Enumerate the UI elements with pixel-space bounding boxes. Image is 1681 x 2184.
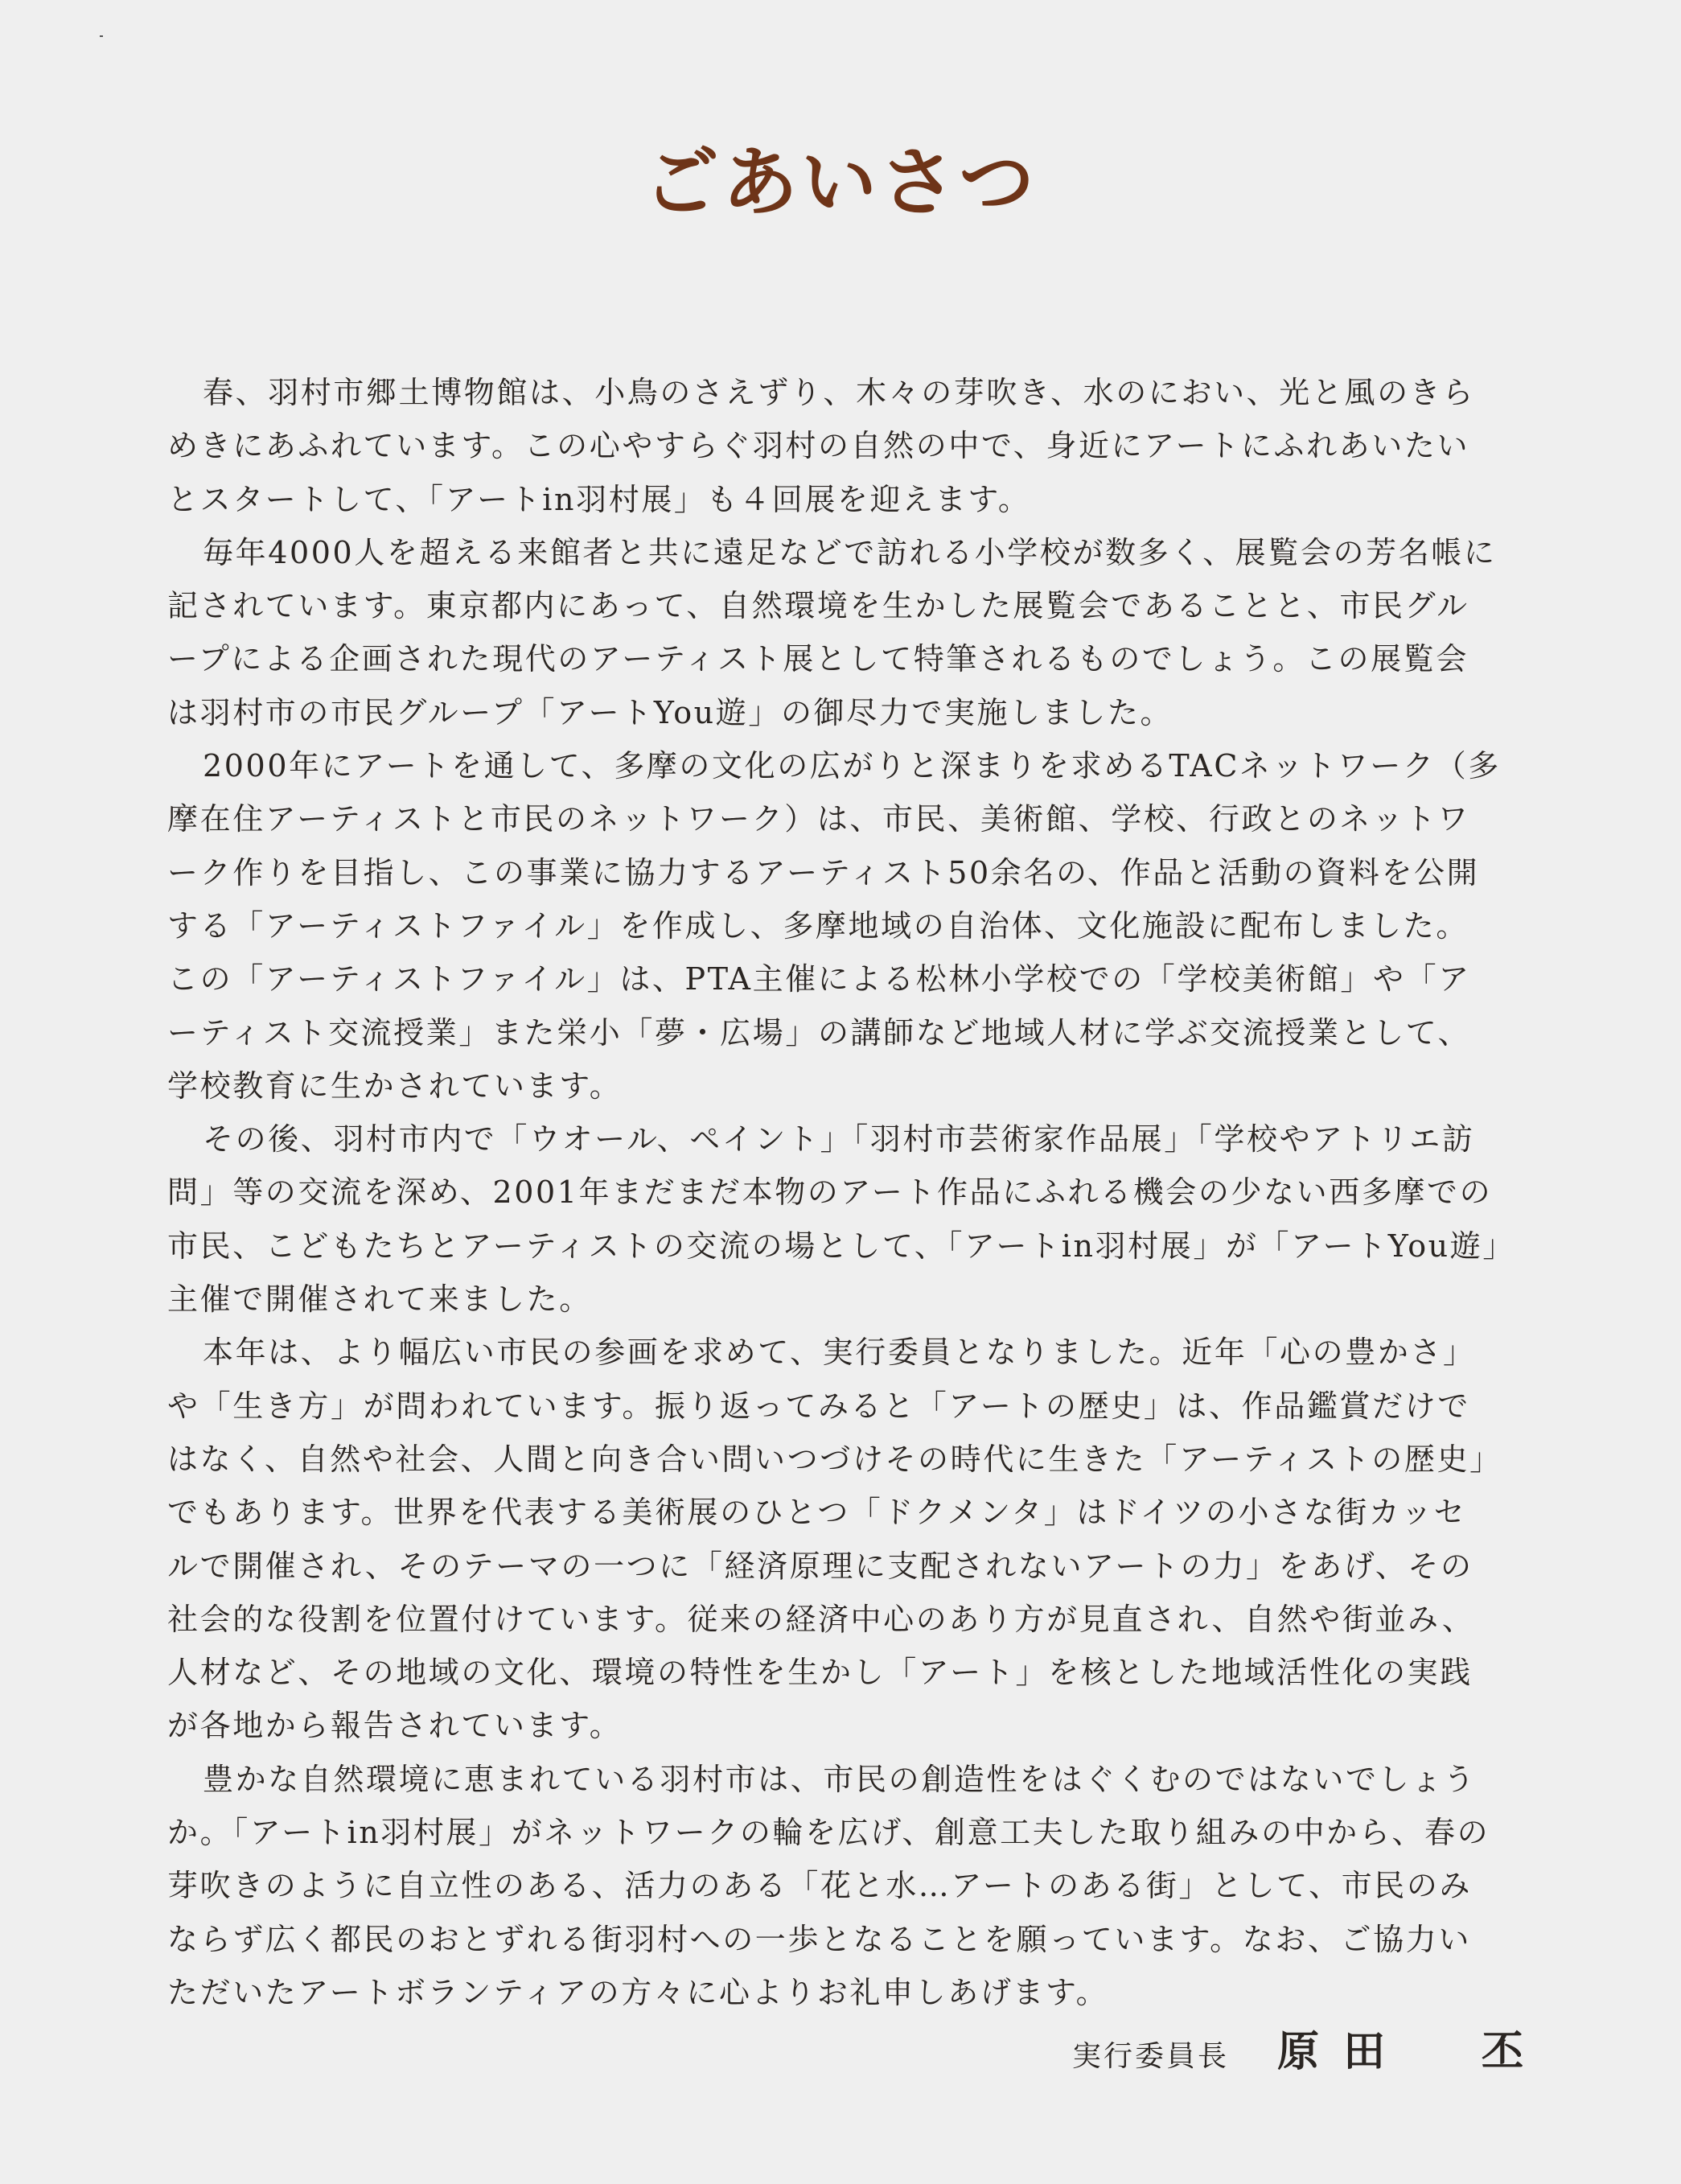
text-line: とスタートして、「アートin羽村展」も４回展を迎えます。 bbox=[167, 481, 1031, 517]
text-line: が各地から報告されています。 bbox=[167, 1708, 623, 1744]
paragraph-3 bbox=[167, 739, 1527, 1113]
scan-speck bbox=[100, 35, 103, 37]
paragraph-6 bbox=[167, 1753, 1527, 2019]
text-line: 記されています。東京都内にあって、自然環境を生かした展覧会であることと、市民グル bbox=[167, 588, 1469, 624]
page-title: ごあいさつ bbox=[643, 138, 1038, 227]
text-line: 摩在住アーティストと市民のネットワーク）は、市民、美術館、学校、行政とのネットワ bbox=[167, 801, 1470, 837]
paragraph-2 bbox=[167, 526, 1527, 739]
paragraph-4 bbox=[167, 1113, 1527, 1326]
text-line: ープによる企画された現代のアーティスト展として特筆されるものでしょう。この展覧会 bbox=[167, 641, 1469, 677]
signature-surname: 原田 bbox=[1276, 2027, 1409, 2076]
text-line: 市民、こどもたちとアーティストの交流の場として、「アートin羽村展」が「アートYou遊」 bbox=[167, 1228, 1515, 1264]
text-line: ただいたアートボランティアの方々に心よりお礼申しあげます。 bbox=[167, 1974, 1109, 2010]
signature-role: 実行委員長 bbox=[1071, 2040, 1229, 2073]
text-line: ーク作りを目指し、この事業に協力するアーティスト50余名の、作品と活動の資料を公開 bbox=[167, 854, 1480, 890]
text-line: 毎年4000人を超える来館者と共に遠足などで訪れる小学校が数多く、展覧会の芳名帳に bbox=[203, 534, 1497, 570]
text-line: 主催で開催されて来ました。 bbox=[167, 1281, 592, 1318]
text-line: か。「アートin羽村展」がネットワークの輪を広げ、創意工夫した取り組みの中から、春の bbox=[167, 1815, 1490, 1851]
text-line: でもあります。世界を代表する美術展のひとつ「ドクメンタ」はドイツの小さな街カッセ bbox=[167, 1495, 1467, 1531]
text-line: 社会的な役割を位置付けています。従来の経済中心のあり方が見直され、自然や街並み、 bbox=[167, 1601, 1475, 1637]
text-line: めきにあふれています。この心やすらぐ羽村の自然の中で、身近にアートにふれあいたい bbox=[167, 428, 1470, 464]
text-line: ならず広く都民のおとずれる街羽村への一歩となることを願っています。なお、ご協力い bbox=[167, 1921, 1471, 1957]
greeting-body bbox=[167, 366, 1527, 2019]
text-line: 人材など、その地域の文化、環境の特性を生かし「アート」を核とした地域活性化の実践 bbox=[167, 1655, 1473, 1691]
text-line: 本年は、より幅広い市民の参画を求めて、実行委員となりました。近年「心の豊かさ」 bbox=[203, 1335, 1476, 1371]
text-line: その後、羽村市内で「ウオール、ペイント」「羽村市芸術家作品展」「学校やアトリエ訪 bbox=[203, 1121, 1475, 1158]
signature-block bbox=[1072, 2017, 1523, 2074]
text-line: 芽吹きのように自立性のある、活力のある「花と水…アートのある街」として、市民のみ bbox=[167, 1868, 1473, 1904]
text-line: や「生き方」が問われています。振り返ってみると「アートの歴史」は、作品鑑賞だけで bbox=[167, 1388, 1470, 1424]
text-line: ーティスト交流授業」また栄小「夢・広場」の講師など地域人材に学ぶ交流授業として、 bbox=[167, 1014, 1471, 1051]
paragraph-5 bbox=[167, 1326, 1527, 1752]
text-line: この「アーティストファイル」は、PTA主催による松林小学校での「学校美術館」や「ア bbox=[167, 961, 1471, 997]
text-line: 春、羽村市郷土博物館は、小鳥のさえずり、木々の芽吹き、水のにおい、光と風のきら bbox=[203, 375, 1475, 410]
paragraph-1 bbox=[167, 366, 1527, 526]
text-line: 問」等の交流を深め、2001年まだまだ本物のアート作品にふれる機会の少ない西多摩での bbox=[167, 1174, 1493, 1211]
text-line: はなく、自然や社会、人間と向き合い問いつづけその時代に生きた「アーティストの歴史」 bbox=[167, 1441, 1502, 1477]
text-line: 学校教育に生かされています。 bbox=[167, 1067, 623, 1104]
text-line: は羽村市の市民グループ「アートYou遊」の御尽力で実施しました。 bbox=[167, 694, 1173, 730]
signature-given-name: 丕 bbox=[1481, 2027, 1523, 2076]
text-line: する「アーティストファイル」を作成し、多摩地域の自治体、文化施設に配布しました。 bbox=[167, 907, 1469, 944]
text-line: ルで開催され、そのテーマの一つに「経済原理に支配されないアートの力」をあげ、その bbox=[167, 1548, 1473, 1584]
text-line: 豊かな自然環境に恵まれている羽村市は、市民の創造性をはぐくむのではないでしょう bbox=[203, 1761, 1477, 1797]
text-line: 2000年にアートを通して、多摩の文化の広がりと深まりを求めるTACネットワーク（多 bbox=[203, 748, 1501, 784]
